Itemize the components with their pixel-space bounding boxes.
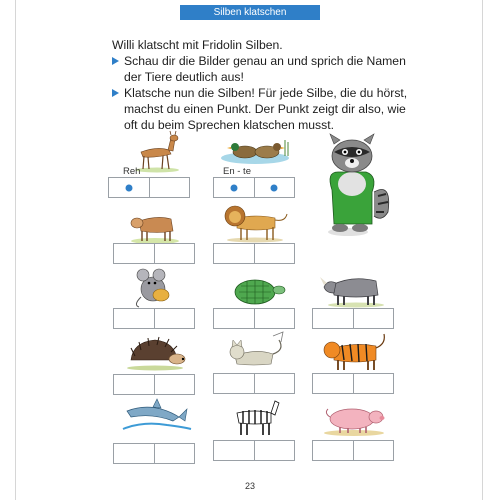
syllable-boxes [312, 373, 394, 394]
syllable-boxes [113, 443, 195, 464]
pig-icon [312, 395, 396, 439]
rhino-icon [312, 265, 396, 309]
syllable-boxes [312, 440, 394, 461]
syllable-box[interactable] [213, 243, 255, 264]
syllable-boxes [213, 308, 295, 329]
animal-cell-cow [113, 203, 197, 273]
syllable-boxes [213, 243, 295, 264]
syllable-box[interactable] [113, 243, 155, 264]
syllable-box[interactable] [155, 243, 196, 264]
instruction-text-2: Klatsche nun die Silben! Für jede Silbe, die du hörst, machst du einen Punkt. Der Punkt zeigt dir also, wie oft du beim Sprechen klatschen musst. [124, 86, 408, 132]
syllable-box[interactable] [155, 443, 196, 464]
syllable-box[interactable] [113, 374, 155, 395]
tiger-icon [312, 330, 396, 374]
syllable-box[interactable] [213, 177, 255, 198]
page-number: 23 [244, 481, 255, 491]
syllable-box[interactable] [312, 440, 354, 461]
hedgehog-icon [113, 330, 197, 374]
syllable-box[interactable] [255, 373, 296, 394]
syllable-box[interactable] [354, 373, 395, 394]
syllable-boxes [213, 373, 295, 394]
zebra-icon [213, 395, 297, 439]
syllable-boxes [213, 440, 295, 461]
animal-cell-rhino [312, 265, 396, 335]
dolphin-icon [113, 395, 197, 439]
syllable-box[interactable] [108, 177, 150, 198]
syllable-dot [271, 184, 278, 191]
syllable-box[interactable] [354, 308, 395, 329]
animal-cell-turtle [213, 268, 297, 338]
instruction-text-1: Schau dir die Bilder genau an und sprich die Namen der Tiere deutlich aus! [124, 54, 406, 84]
syllable-boxes [113, 243, 195, 264]
arrow-bullet-icon [112, 57, 119, 65]
mouse-icon [113, 265, 197, 309]
animal-cell-dolphin [113, 395, 197, 465]
raccoon-mascot [312, 132, 396, 238]
animal-cell-lion [213, 200, 297, 270]
cat-icon [213, 330, 297, 374]
animal-cell-ente [213, 130, 297, 200]
syllable-box[interactable] [213, 373, 255, 394]
animal-cell-tiger [312, 330, 396, 400]
animal-cell-zebra [213, 395, 297, 465]
turtle-icon [213, 268, 297, 312]
syllable-box[interactable] [213, 308, 255, 329]
syllable-box[interactable] [255, 308, 296, 329]
animal-cell-cat [213, 330, 297, 400]
instruction-bullet-1 [112, 53, 412, 85]
animal-cell-reh [113, 130, 197, 200]
syllable-boxes [113, 308, 195, 329]
animal-cell-mouse [113, 265, 197, 335]
cow-icon [113, 203, 197, 247]
syllable-box[interactable] [312, 308, 354, 329]
syllable-box[interactable] [255, 440, 296, 461]
raccoon-mascot-icon [312, 132, 396, 238]
arrow-bullet-icon [112, 89, 119, 97]
syllable-dot [125, 184, 132, 191]
example-label-ente: En - te [223, 166, 251, 177]
intro-line: Willi klatscht mit Fridolin Silben. [112, 38, 283, 52]
syllable-boxes [312, 308, 394, 329]
syllable-box[interactable] [155, 374, 196, 395]
syllable-box[interactable] [312, 373, 354, 394]
syllable-dot [230, 184, 237, 191]
example-label-reh: Reh [123, 166, 141, 177]
lion-icon [213, 200, 297, 244]
syllable-box[interactable] [113, 308, 155, 329]
syllable-box[interactable] [150, 177, 191, 198]
instructions [112, 37, 412, 133]
syllable-boxes [113, 374, 195, 395]
syllable-box[interactable] [255, 243, 296, 264]
syllable-box[interactable] [354, 440, 395, 461]
instruction-bullet-2 [112, 85, 412, 133]
page-title: Silben klatschen [180, 5, 320, 20]
syllable-box[interactable] [213, 440, 255, 461]
syllable-box[interactable] [113, 443, 155, 464]
syllable-boxes-ente [213, 177, 295, 198]
animal-cell-pig [312, 395, 396, 465]
syllable-box[interactable] [255, 177, 296, 198]
syllable-boxes-reh [108, 177, 190, 198]
animal-cell-hedgehog [113, 330, 197, 400]
syllable-box[interactable] [155, 308, 196, 329]
